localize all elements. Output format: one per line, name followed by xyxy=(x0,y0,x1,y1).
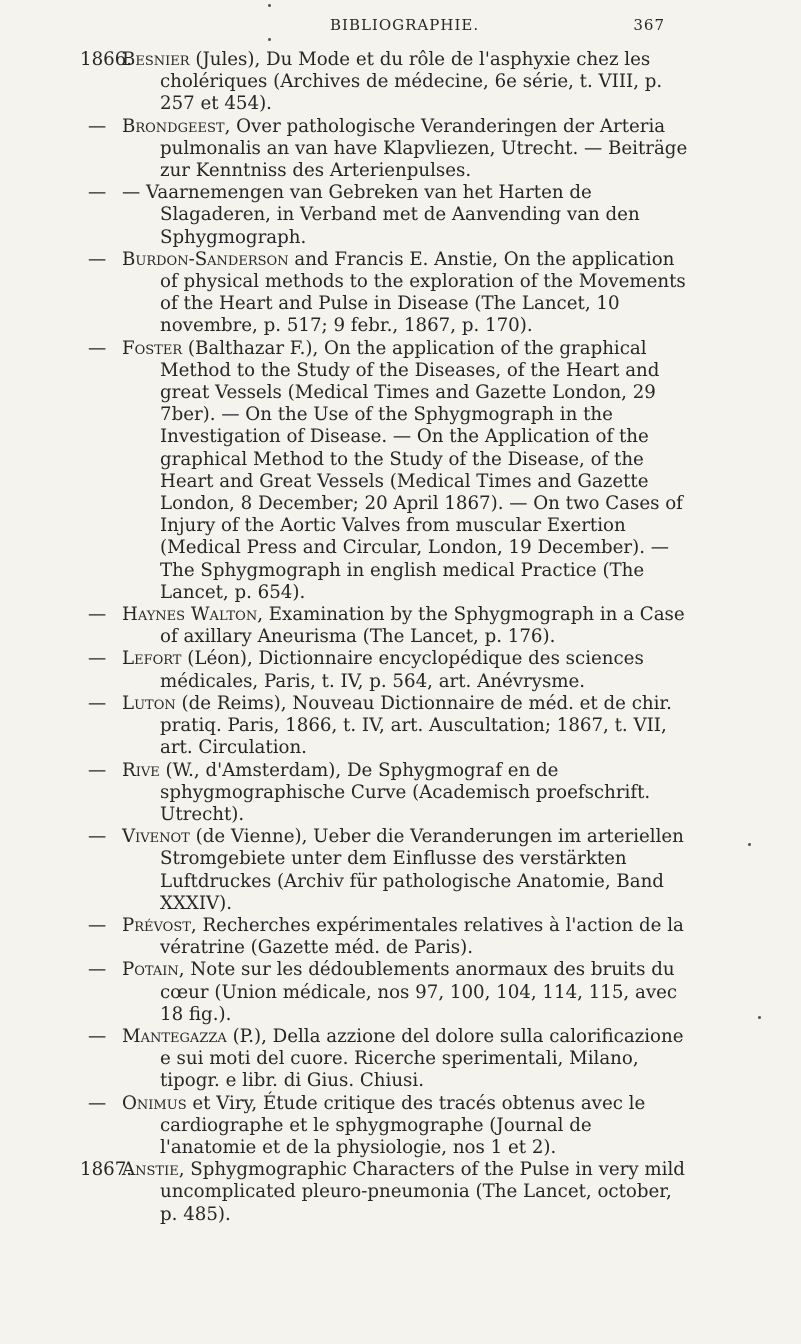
bib-entry xyxy=(0,1026,801,1093)
entry-text: , Note sur les dédoublements anormaux des bruits du cœur (Union médicale, nos 97, 100, 104, 114, 115, avec 18 fig.). xyxy=(160,959,678,1025)
entry-year: 1867. xyxy=(80,1159,133,1181)
bib-entry xyxy=(0,648,801,692)
bib-entry xyxy=(0,959,801,1026)
header-title: BIBLIOGRAPHIE. xyxy=(330,16,480,34)
paper-speck xyxy=(758,1016,761,1019)
entry-dash: — xyxy=(88,182,107,204)
entry-author: Brondgeest xyxy=(122,115,225,137)
bib-entry xyxy=(0,338,801,604)
entry-author: Lefort xyxy=(122,648,182,670)
entry-text: and Francis E. Anstie, On the application of physical methods to the exploration of the Movements of the Heart and Pulse in Disease (The Lancet, 10 novembre, p. 517; 9 febr., 1867, p. 170). xyxy=(160,248,686,337)
bib-entry xyxy=(0,1093,801,1160)
entry-author: Mantegazza xyxy=(122,1025,227,1047)
entry-author: Potain xyxy=(122,959,179,981)
entry-author: Anstie xyxy=(122,1159,179,1181)
entry-author: Vivenot xyxy=(122,826,190,848)
paper-speck xyxy=(748,843,751,846)
entry-text: , Recherches expérimentales relatives à l'action de la vératrine (Gazette méd. de Paris). xyxy=(160,914,684,959)
entry-text: (Balthazar F.), On the application of the graphical Method to the Study of the Diseases, of the Heart and great Vessels (Medical Times and Gazette London, 29 7ber). — On the Use of the Sphygmograph in the Investigation of Disease. — On the Application of the graphical Method to the Study of the Disease, of the Heart and Great Vessels (Medical Times and Gazette London, 8 December; 20 April 1867). — On two Cases of Injury of the Aortic Valves from muscular Exertion (Medical Press and Circular, London, 19 December). — The Sphygmograph in english medical Practice (The Lancet, p. 654). xyxy=(160,337,683,603)
entry-dash: — xyxy=(88,692,107,714)
running-header xyxy=(330,16,665,34)
entry-dash: — xyxy=(88,648,107,670)
entry-text: — Vaarnemengen van Gebreken van het Harten de Slagaderen, in Verband met de Aanvending van den Sphygmograph. xyxy=(122,182,640,248)
entry-dash: — xyxy=(88,248,107,270)
entry-text: (W., d'Amsterdam), De Sphygmograf en de sphygmographische Curve (Academisch proefschrift. Utrecht). xyxy=(159,759,651,825)
entry-dash: — xyxy=(88,1092,107,1114)
bib-entry xyxy=(0,116,801,183)
bib-entry xyxy=(0,49,801,116)
entry-year: 1866. xyxy=(80,49,133,70)
entry-dash: — xyxy=(88,959,107,981)
entry-author: Burdon-Sanderson xyxy=(122,248,289,270)
entry-text: , Over pathologische Veranderingen der Arteria pulmonalis an van have Klapvliezen, Utrecht. — Beiträge zur Kenntniss des Arterienpulses. xyxy=(160,115,688,182)
bib-entry xyxy=(0,915,801,959)
entry-author: Onimus xyxy=(122,1092,187,1114)
entry-author: Haynes Walton xyxy=(122,604,258,626)
entry-text: (Jules), Du Mode et du rôle de l'asphyxie chez les cholériques (Archives de médecine, 6e série, t. VIII, p. 257 et 454). xyxy=(160,49,663,115)
bib-entry xyxy=(0,604,801,648)
entry-text: (de Reims), Nouveau Dictionnaire de méd. et de chir. pratiq. Paris, 1866, t. IV, art. Auscultation; 1867, t. VII, art. Circulation. xyxy=(160,692,672,759)
entry-dash: — xyxy=(88,826,107,848)
paper-speck xyxy=(268,4,271,7)
bib-entry xyxy=(0,1159,801,1226)
entry-author: Rive xyxy=(122,759,160,781)
entry-dash: — xyxy=(88,914,107,936)
entry-dash: — xyxy=(88,337,107,359)
page-number: 367 xyxy=(633,16,665,34)
entry-author: Besnier xyxy=(122,49,190,70)
bib-entry xyxy=(0,826,801,915)
entry-text: , Sphygmographic Characters of the Pulse in very mild uncomplicated pleuro-pneumonia (The Lancet, october, p. 485). xyxy=(160,1159,685,1225)
entry-text: (Léon), Dictionnaire encyclopédique des sciences médicales, Paris, t. IV, p. 564, art. Anévrysme. xyxy=(160,648,644,692)
entry-author: Prévost xyxy=(122,914,191,936)
bib-entry xyxy=(0,693,801,760)
entry-text: (de Vienne), Ueber die Veranderungen im arteriellen Stromgebiete unter dem Einflusse des verstärkten Luftdruckes (Archiv für pathologische Anatomie, Band XXXIV). xyxy=(160,826,684,914)
bib-entry xyxy=(0,760,801,827)
bib-entry xyxy=(0,249,801,338)
entry-text: (P.), Della azzione del dolore sulla calorificazione e sui moti del cuore. Ricerche sperimentali, Milano, tipogr. e libr. di Gius. Chiusi. xyxy=(160,1025,684,1092)
bibliography-list xyxy=(0,49,801,1226)
entry-dash: — xyxy=(88,1025,107,1047)
entry-text: et Viry, Étude critique des tracés obtenus avec le cardiographe et le sphygmographe (Journal de l'anatomie et de la physiologie, nos 1 et 2). xyxy=(160,1092,646,1158)
entry-author: Foster xyxy=(122,337,183,359)
bib-entry xyxy=(0,182,801,249)
entry-author: Luton xyxy=(122,692,176,714)
paper-speck xyxy=(268,38,271,41)
entry-dash: — xyxy=(88,759,107,781)
entry-dash: — xyxy=(88,115,107,137)
entry-text: , Examination by the Sphygmograph in a Case of axillary Aneurisma (The Lancet, p. 176). xyxy=(160,604,685,648)
entry-dash: — xyxy=(88,604,107,626)
